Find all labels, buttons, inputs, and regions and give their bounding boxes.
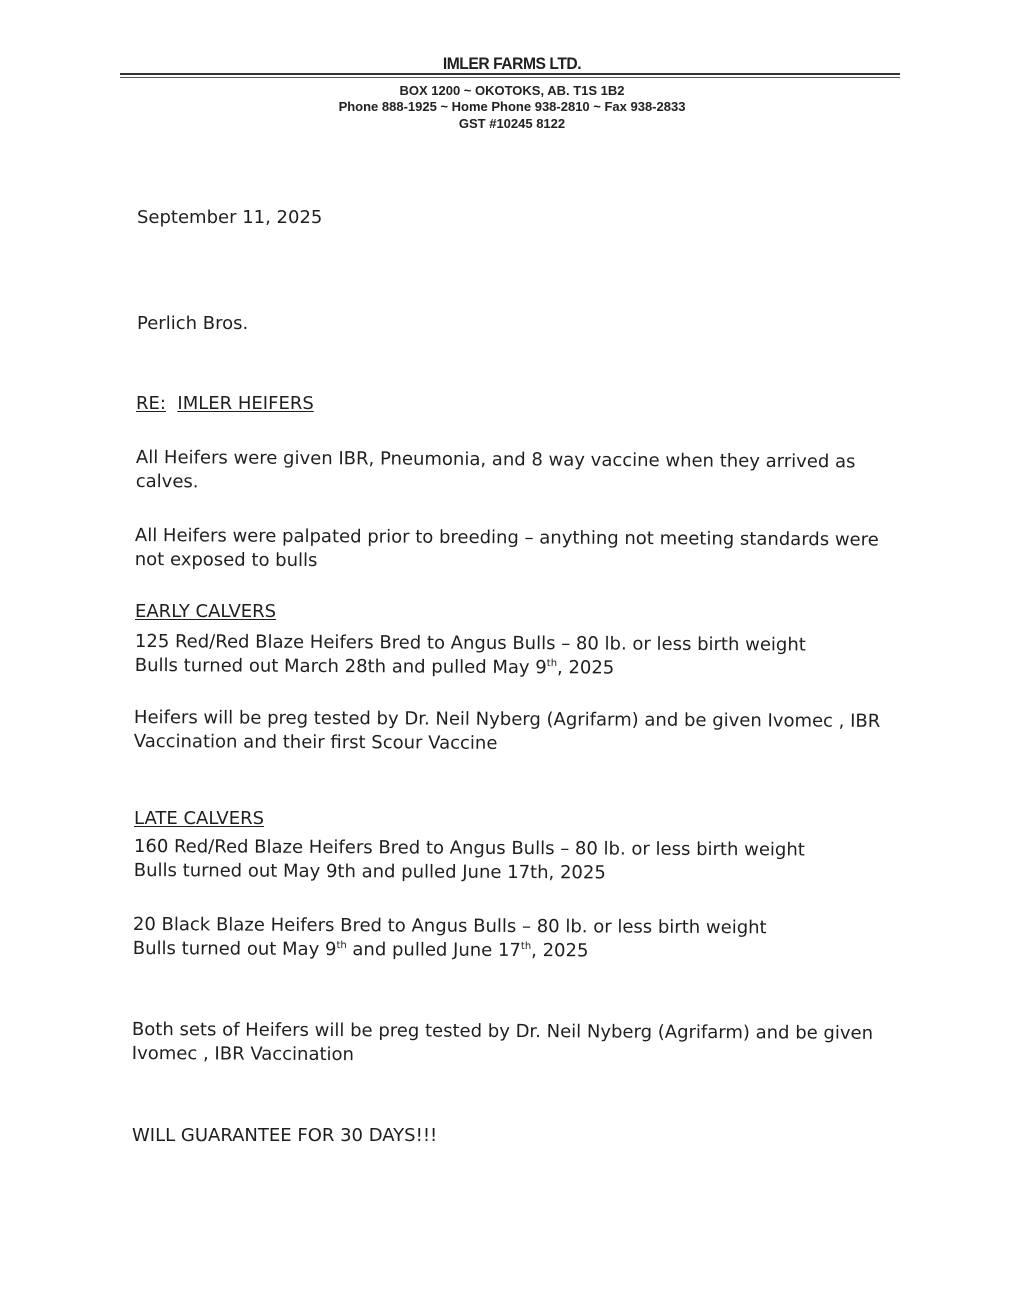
late-calvers-group-1: 160 Red/Red Blaze Heifers Bred to Angus Bulls – 80 lb. or less birth weight Bulls turned out May 9th and pulled June 17th, 2025 bbox=[133, 836, 805, 884]
company-name: IMLER FARMS LTD. bbox=[442, 54, 582, 73]
letterhead-rule bbox=[120, 73, 900, 75]
early-calvers-note: Heifers will be preg tested by Dr. Neil Nyberg (Agrifarm) and be given Ivomec , IBR Vaccination and their first Scour Vaccine bbox=[133, 707, 881, 754]
company-address: BOX 1200 ~ OKOTOKS, AB. T1S 1B2 bbox=[399, 83, 625, 98]
early-calvers-heading: EARLY CALVERS bbox=[135, 601, 277, 622]
intro-paragraph-2: All Heifers were palpated prior to breeding – anything not meeting standards were not exposed to bulls bbox=[134, 525, 879, 572]
guarantee-statement: WILL GUARANTEE FOR 30 DAYS!!! bbox=[132, 1125, 438, 1146]
letter-date: September 11, 2025 bbox=[137, 207, 323, 228]
re-subject: IMLER HEIFERS bbox=[177, 393, 314, 414]
company-gst: GST #10245 8122 bbox=[458, 116, 566, 131]
late-calvers-note: Both sets of Heifers will be preg tested by Dr. Neil Nyberg (Agrifarm) and be given Ivomec , IBR Vaccination bbox=[131, 1019, 874, 1066]
company-phones: Phone 888-1925 ~ Home Phone 938-2810 ~ Fax 938-2833 bbox=[338, 99, 686, 114]
recipient: Perlich Bros. bbox=[137, 313, 249, 334]
re-label: RE: bbox=[136, 393, 166, 414]
intro-paragraph-1: All Heifers were given IBR, Pneumonia, and 8 way vaccine when they arrived as calves. bbox=[135, 446, 856, 493]
late-calvers-heading: LATE CALVERS bbox=[134, 808, 264, 829]
early-calvers-details: 125 Red/Red Blaze Heifers Bred to Angus Bulls – 80 lb. or less birth weight Bulls turned out March 28th and pulled May 9th, 2025 bbox=[134, 631, 806, 679]
late-calvers-group-2: 20 Black Blaze Heifers Bred to Angus Bulls – 80 lb. or less birth weight Bulls turned out May 9th and pulled June 17th, 2025 bbox=[132, 914, 767, 962]
re-line bbox=[136, 392, 314, 416]
letterhead-rule-thin bbox=[120, 77, 900, 78]
